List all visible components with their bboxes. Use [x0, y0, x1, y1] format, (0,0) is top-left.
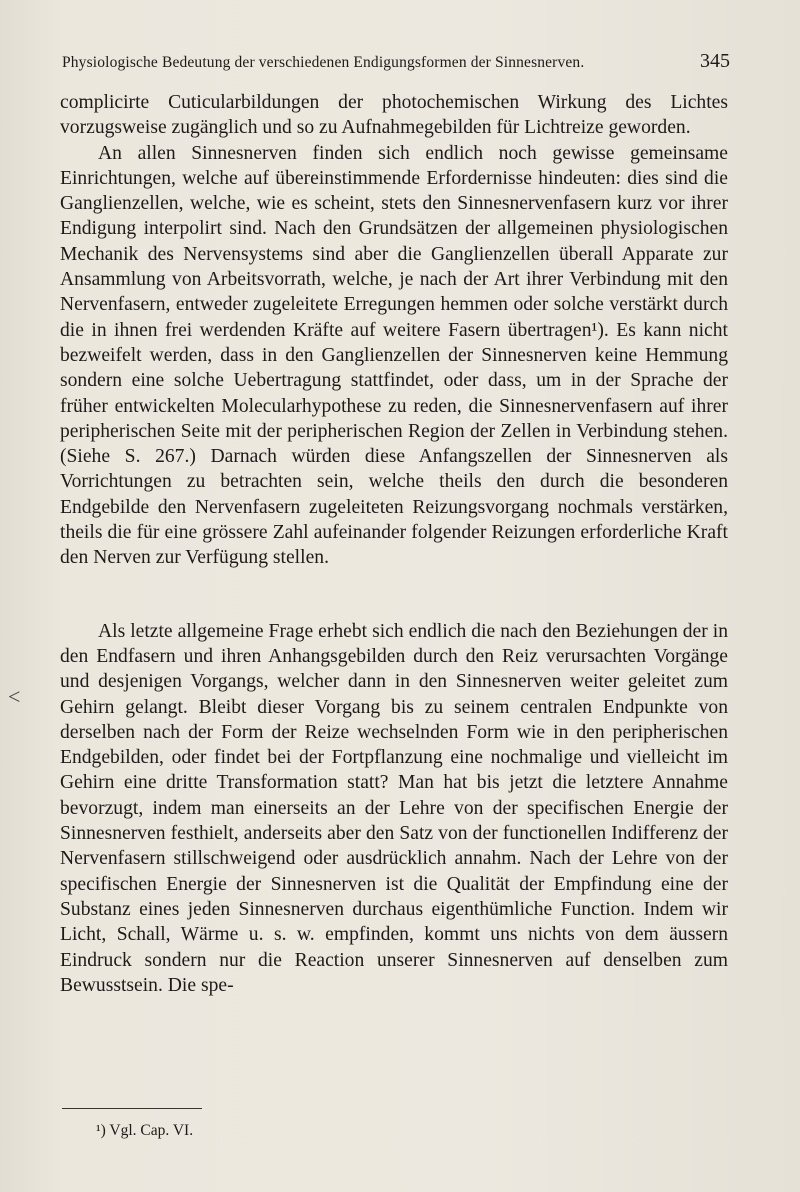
footnote: ¹) Vgl. Cap. VI.	[96, 1122, 194, 1139]
page-number: 345	[700, 50, 730, 72]
header-title: Physiologische Bedeutung der verschiedenen Endigungsformen der Sinnesnerven.	[62, 54, 585, 71]
body-text	[60, 90, 728, 998]
running-header	[62, 50, 730, 73]
paragraph-gap	[60, 571, 728, 619]
paragraph-3: Als letzte allgemeine Frage erhebt sich endlich die nach den Beziehungen der in den Endfasern und ihren Anhangsgebilden durch den Reiz verursachten Vorgänge und desjenigen Vorgangs, welcher dann in den Sinnesnerven weiter geleitet zum Gehirn gelangt. Bleibt dieser Vorgang bis zu seinem centralen Endpunkte von derselben nach der Form der Reize wechselnden Form wie in den peripherischen Endgebilden, oder findet bei der Fortpflanzung eine nochmalige und vielleicht im Gehirn eine dritte Transformation statt? Man hat bis jetzt die letztere Annahme bevorzugt, indem man einerseits an der Lehre von der specifischen Energie der Sinnesnerven festhielt, anderseits aber den Satz von der functionellen Indifferenz der Nervenfasern stillschweigend oder ausdrücklich annahm. Nach der Lehre von der specifischen Energie der Sinnesnerven ist die Qualität der Empfindung eine der Substanz eines jeden Sinnesnerven durchaus eigenthümliche Function. Indem wir Licht, Schall, Wärme u. s. w. empfinden, kommt uns nichts von dem äussern Eindruck sondern nur die Reaction unserer Sinnesnerven auf denselben zum Bewusstsein. Die spe-	[60, 620, 728, 996]
footnote-rule	[62, 1108, 202, 1109]
margin-mark: <	[8, 684, 21, 709]
paragraph-2: An allen Sinnesnerven finden sich endlich noch gewisse gemeinsame Einrichtungen, welche auf übereinstimmende Erfordernisse hindeuten: dies sind die Ganglienzellen, welche, wie es scheint, stets den Sinnesnervenfasern kurz vor ihrer Endigung interpolirt sind. Nach den Grundsätzen der allgemeinen physiologischen Mechanik des Nervensystems sind aber die Ganglienzellen überall Apparate zur Ansammlung von Arbeitsvorrath, welche, je nach der Art ihrer Verbindung mit den Nervenfasern, entweder zugeleitete Erregungen hemmen oder solche verstärkt durch die in ihnen frei werdenden Kräfte auf weitere Fasern übertragen¹). Es kann nicht bezweifelt werden, dass in den Ganglienzellen der Sinnesnerven keine Hemmung sondern eine solche Uebertragung stattfindet, oder dass, um in der Sprache der früher entwickelten Molecularhypothese zu reden, die Sinnesnervenfasern auf ihrer peripherischen Seite mit der peripherischen Region der Zellen in Verbindung stehen. (Siehe S. 267.) Darnach würden diese Anfangszellen der Sinnesnerven als Vorrichtungen zu betrachten sein, welche theils den durch die besonderen Endgebilde den Nervenfasern zugeleiteten Reizungsvorgang nochmals verstärken, theils die für eine grössere Zahl aufeinander folgender Reizungen erforderliche Kraft den Nerven zur Verfügung stellen.	[60, 142, 728, 569]
paragraph-1: complicirte Cuticularbildungen der photochemischen Wirkung des Lichtes vorzugsweise zugänglich und so zu Aufnahmegebilden für Lichtreize geworden.	[60, 92, 728, 139]
